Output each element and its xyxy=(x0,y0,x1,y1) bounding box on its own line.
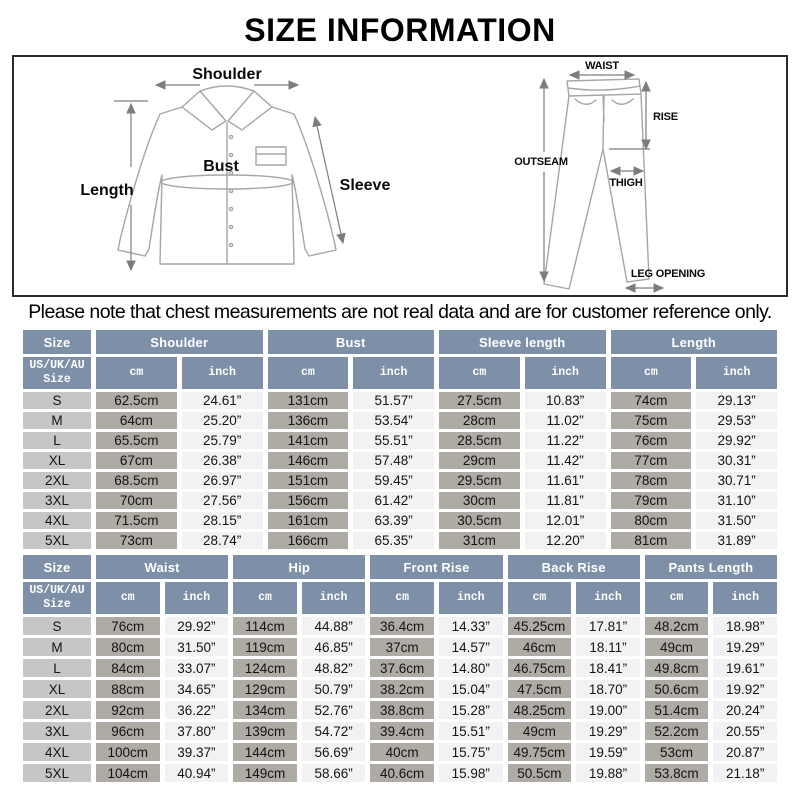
size-value: 3XL xyxy=(23,492,91,509)
unit-header-cm: cm xyxy=(370,582,434,614)
cm-value: 53.8cm xyxy=(645,764,709,782)
cm-value: 166cm xyxy=(268,532,349,549)
inch-value: 29.92” xyxy=(165,617,229,635)
cm-value: 75cm xyxy=(611,412,692,429)
cm-value: 65.5cm xyxy=(96,432,177,449)
unit-header-cm: cm xyxy=(508,582,572,614)
cm-value: 96cm xyxy=(96,722,160,740)
inch-value: 11.81” xyxy=(525,492,606,509)
inch-value: 30.71” xyxy=(696,472,777,489)
pants-thigh-label: THIGH xyxy=(609,177,643,189)
size-value: S xyxy=(23,617,91,635)
size-row xyxy=(23,680,777,698)
cm-value: 52.2cm xyxy=(645,722,709,740)
inch-value: 19.61” xyxy=(713,659,777,677)
shirt-shoulder-label: Shoulder xyxy=(192,66,262,83)
group-header: Pants Length xyxy=(645,555,777,579)
cm-value: 79cm xyxy=(611,492,692,509)
group-header-row xyxy=(23,330,777,354)
unit-header-inch: inch xyxy=(182,357,263,389)
cm-value: 49cm xyxy=(645,638,709,656)
cm-value: 40.6cm xyxy=(370,764,434,782)
inch-value: 12.01” xyxy=(525,512,606,529)
inch-value: 29.92” xyxy=(696,432,777,449)
page-title: SIZE INFORMATION xyxy=(244,12,556,48)
size-row xyxy=(23,432,777,449)
unit-header-cm: cm xyxy=(645,582,709,614)
cm-value: 134cm xyxy=(233,701,297,719)
cm-value: 84cm xyxy=(96,659,160,677)
cm-value: 119cm xyxy=(233,638,297,656)
cm-value: 27.5cm xyxy=(439,392,520,409)
cm-value: 68.5cm xyxy=(96,472,177,489)
inch-value: 25.79” xyxy=(182,432,263,449)
size-row xyxy=(23,659,777,677)
unit-header-cm: cm xyxy=(268,357,349,389)
inch-value: 19.88” xyxy=(576,764,640,782)
inch-value: 31.89” xyxy=(696,532,777,549)
cm-value: 149cm xyxy=(233,764,297,782)
inch-value: 19.29” xyxy=(713,638,777,656)
pants-rise-label: RISE xyxy=(653,111,678,123)
group-header: Waist xyxy=(96,555,228,579)
inch-value: 14.80” xyxy=(439,659,503,677)
size-value: M xyxy=(23,412,91,429)
inch-value: 29.13” xyxy=(696,392,777,409)
inch-value: 20.24” xyxy=(713,701,777,719)
size-row xyxy=(23,722,777,740)
inch-value: 15.04” xyxy=(439,680,503,698)
unit-header-inch: inch xyxy=(439,582,503,614)
inch-value: 17.81” xyxy=(576,617,640,635)
inch-value: 18.98” xyxy=(713,617,777,635)
inch-value: 19.59” xyxy=(576,743,640,761)
cm-value: 80cm xyxy=(611,512,692,529)
inch-value: 55.51” xyxy=(353,432,434,449)
inch-value: 25.20” xyxy=(182,412,263,429)
size-row xyxy=(23,512,777,529)
cm-value: 139cm xyxy=(233,722,297,740)
inch-value: 15.98” xyxy=(439,764,503,782)
unit-header-cm: cm xyxy=(611,357,692,389)
cm-value: 76cm xyxy=(96,617,160,635)
inch-value: 18.11” xyxy=(576,638,640,656)
cm-value: 29.5cm xyxy=(439,472,520,489)
inch-value: 18.70” xyxy=(576,680,640,698)
cm-value: 161cm xyxy=(268,512,349,529)
cm-value: 28cm xyxy=(439,412,520,429)
inch-value: 31.50” xyxy=(165,638,229,656)
inch-value: 11.42” xyxy=(525,452,606,469)
inch-value: 51.57” xyxy=(353,392,434,409)
inch-value: 24.61” xyxy=(182,392,263,409)
pants-leg-opening-label: LEG OPENING xyxy=(630,268,706,280)
cm-value: 40cm xyxy=(370,743,434,761)
unit-header-inch: inch xyxy=(713,582,777,614)
inch-value: 15.51” xyxy=(439,722,503,740)
cm-value: 151cm xyxy=(268,472,349,489)
cm-value: 80cm xyxy=(96,638,160,656)
cm-value: 36.4cm xyxy=(370,617,434,635)
cm-value: 144cm xyxy=(233,743,297,761)
cm-value: 136cm xyxy=(268,412,349,429)
cm-value: 78cm xyxy=(611,472,692,489)
cm-value: 74cm xyxy=(611,392,692,409)
measurement-notice: Please note that chest measurements are not real data and are for customer reference only. xyxy=(28,301,772,323)
shirt-dimension-arrows xyxy=(114,85,343,270)
inch-value: 46.85” xyxy=(302,638,366,656)
size-value: M xyxy=(23,638,91,656)
cm-value: 31cm xyxy=(439,532,520,549)
unit-header-inch: inch xyxy=(576,582,640,614)
inch-value: 11.02” xyxy=(525,412,606,429)
cm-value: 49.8cm xyxy=(645,659,709,677)
cm-value: 156cm xyxy=(268,492,349,509)
unit-header-inch: inch xyxy=(696,357,777,389)
inch-value: 50.79” xyxy=(302,680,366,698)
size-value: 2XL xyxy=(23,472,91,489)
size-row xyxy=(23,472,777,489)
cm-value: 48.25cm xyxy=(508,701,572,719)
inch-value: 53.54” xyxy=(353,412,434,429)
inch-value: 33.07” xyxy=(165,659,229,677)
size-value: XL xyxy=(23,452,91,469)
inch-value: 31.50” xyxy=(696,512,777,529)
size-value: 4XL xyxy=(23,512,91,529)
inch-value: 28.74” xyxy=(182,532,263,549)
cm-value: 30.5cm xyxy=(439,512,520,529)
inch-value: 12.20” xyxy=(525,532,606,549)
size-row xyxy=(23,617,777,635)
size-row xyxy=(23,764,777,782)
cm-value: 131cm xyxy=(268,392,349,409)
cm-value: 81cm xyxy=(611,532,692,549)
pants-size-table xyxy=(18,552,782,785)
unit-header-cm: cm xyxy=(439,357,520,389)
size-column-header: Size xyxy=(23,555,91,579)
cm-value: 49cm xyxy=(508,722,572,740)
inch-value: 19.92” xyxy=(713,680,777,698)
inch-value: 20.55” xyxy=(713,722,777,740)
cm-value: 37.6cm xyxy=(370,659,434,677)
unit-header-cm: cm xyxy=(96,582,160,614)
group-header: Front Rise xyxy=(370,555,502,579)
inch-value: 30.31” xyxy=(696,452,777,469)
cm-value: 88cm xyxy=(96,680,160,698)
size-value: L xyxy=(23,432,91,449)
cm-value: 28.5cm xyxy=(439,432,520,449)
group-header-row xyxy=(23,555,777,579)
cm-value: 146cm xyxy=(268,452,349,469)
group-header: Back Rise xyxy=(508,555,640,579)
group-header: Bust xyxy=(268,330,435,354)
inch-value: 63.39” xyxy=(353,512,434,529)
inch-value: 57.48” xyxy=(353,452,434,469)
inch-value: 52.76” xyxy=(302,701,366,719)
inch-value: 26.38” xyxy=(182,452,263,469)
pants-diagram xyxy=(400,57,786,295)
size-column-header: Size xyxy=(23,330,91,354)
inch-value: 27.56” xyxy=(182,492,263,509)
cm-value: 73cm xyxy=(96,532,177,549)
inch-value: 37.80” xyxy=(165,722,229,740)
inch-value: 11.22” xyxy=(525,432,606,449)
inch-value: 20.87” xyxy=(713,743,777,761)
size-row xyxy=(23,492,777,509)
inch-value: 11.61” xyxy=(525,472,606,489)
size-row xyxy=(23,412,777,429)
cm-value: 92cm xyxy=(96,701,160,719)
inch-value: 28.15” xyxy=(182,512,263,529)
cm-value: 124cm xyxy=(233,659,297,677)
size-row xyxy=(23,743,777,761)
group-header: Shoulder xyxy=(96,330,263,354)
size-row xyxy=(23,701,777,719)
cm-value: 129cm xyxy=(233,680,297,698)
inch-value: 34.65” xyxy=(165,680,229,698)
inch-value: 56.69” xyxy=(302,743,366,761)
unit-header-inch: inch xyxy=(353,357,434,389)
unit-header-inch: inch xyxy=(165,582,229,614)
inch-value: 29.53” xyxy=(696,412,777,429)
unit-header-cm: cm xyxy=(96,357,177,389)
cm-value: 38.8cm xyxy=(370,701,434,719)
size-value: 3XL xyxy=(23,722,91,740)
inch-value: 18.41” xyxy=(576,659,640,677)
shirt-bust-label: Bust xyxy=(203,158,239,175)
inch-value: 54.72” xyxy=(302,722,366,740)
inch-value: 15.28” xyxy=(439,701,503,719)
cm-value: 46cm xyxy=(508,638,572,656)
inch-value: 44.88” xyxy=(302,617,366,635)
cm-value: 51.4cm xyxy=(645,701,709,719)
cm-value: 62.5cm xyxy=(96,392,177,409)
cm-value: 77cm xyxy=(611,452,692,469)
cm-value: 46.75cm xyxy=(508,659,572,677)
cm-value: 37cm xyxy=(370,638,434,656)
inch-value: 65.35” xyxy=(353,532,434,549)
cm-value: 53cm xyxy=(645,743,709,761)
cm-value: 48.2cm xyxy=(645,617,709,635)
cm-value: 114cm xyxy=(233,617,297,635)
cm-value: 29cm xyxy=(439,452,520,469)
inch-value: 10.83” xyxy=(525,392,606,409)
inch-value: 36.22” xyxy=(165,701,229,719)
shirt-sleeve-label: Sleeve xyxy=(339,177,391,194)
size-value: S xyxy=(23,392,91,409)
measurement-diagram-box xyxy=(12,55,788,297)
inch-value: 15.75” xyxy=(439,743,503,761)
inch-value: 19.00” xyxy=(576,701,640,719)
unit-header-cm: cm xyxy=(233,582,297,614)
unit-header-row xyxy=(23,582,777,614)
cm-value: 64cm xyxy=(96,412,177,429)
size-system-header: US/UK/AU Size xyxy=(23,582,91,614)
inch-value: 58.66” xyxy=(302,764,366,782)
pants-waist-label: WAIST xyxy=(585,60,619,72)
unit-header-inch: inch xyxy=(525,357,606,389)
size-system-header: US/UK/AU Size xyxy=(23,357,91,389)
cm-value: 30cm xyxy=(439,492,520,509)
size-row xyxy=(23,638,777,656)
cm-value: 50.6cm xyxy=(645,680,709,698)
cm-value: 70cm xyxy=(96,492,177,509)
cm-value: 47.5cm xyxy=(508,680,572,698)
size-value: L xyxy=(23,659,91,677)
group-header: Hip xyxy=(233,555,365,579)
group-header: Length xyxy=(611,330,778,354)
inch-value: 14.33” xyxy=(439,617,503,635)
cm-value: 141cm xyxy=(268,432,349,449)
inch-value: 14.57” xyxy=(439,638,503,656)
unit-header-row xyxy=(23,357,777,389)
size-row xyxy=(23,452,777,469)
inch-value: 61.42” xyxy=(353,492,434,509)
cm-value: 76cm xyxy=(611,432,692,449)
pants-outseam-label: OUTSEAM xyxy=(514,156,568,168)
inch-value: 59.45” xyxy=(353,472,434,489)
inch-value: 19.29” xyxy=(576,722,640,740)
shirt-size-table xyxy=(18,327,782,552)
cm-value: 39.4cm xyxy=(370,722,434,740)
unit-header-inch: inch xyxy=(302,582,366,614)
shirt-diagram xyxy=(14,57,400,295)
shirt-drawing xyxy=(118,86,336,264)
cm-value: 38.2cm xyxy=(370,680,434,698)
cm-value: 50.5cm xyxy=(508,764,572,782)
cm-value: 45.25cm xyxy=(508,617,572,635)
shirt-length-label: Length xyxy=(80,182,134,199)
inch-value: 21.18” xyxy=(713,764,777,782)
group-header: Sleeve length xyxy=(439,330,606,354)
size-value: 2XL xyxy=(23,701,91,719)
inch-value: 26.97” xyxy=(182,472,263,489)
inch-value: 48.82” xyxy=(302,659,366,677)
cm-value: 71.5cm xyxy=(96,512,177,529)
size-row xyxy=(23,532,777,549)
size-value: 5XL xyxy=(23,764,91,782)
size-value: 5XL xyxy=(23,532,91,549)
cm-value: 49.75cm xyxy=(508,743,572,761)
size-row xyxy=(23,392,777,409)
cm-value: 67cm xyxy=(96,452,177,469)
cm-value: 104cm xyxy=(96,764,160,782)
inch-value: 40.94” xyxy=(165,764,229,782)
cm-value: 100cm xyxy=(96,743,160,761)
inch-value: 31.10” xyxy=(696,492,777,509)
size-value: 4XL xyxy=(23,743,91,761)
inch-value: 39.37” xyxy=(165,743,229,761)
size-value: XL xyxy=(23,680,91,698)
